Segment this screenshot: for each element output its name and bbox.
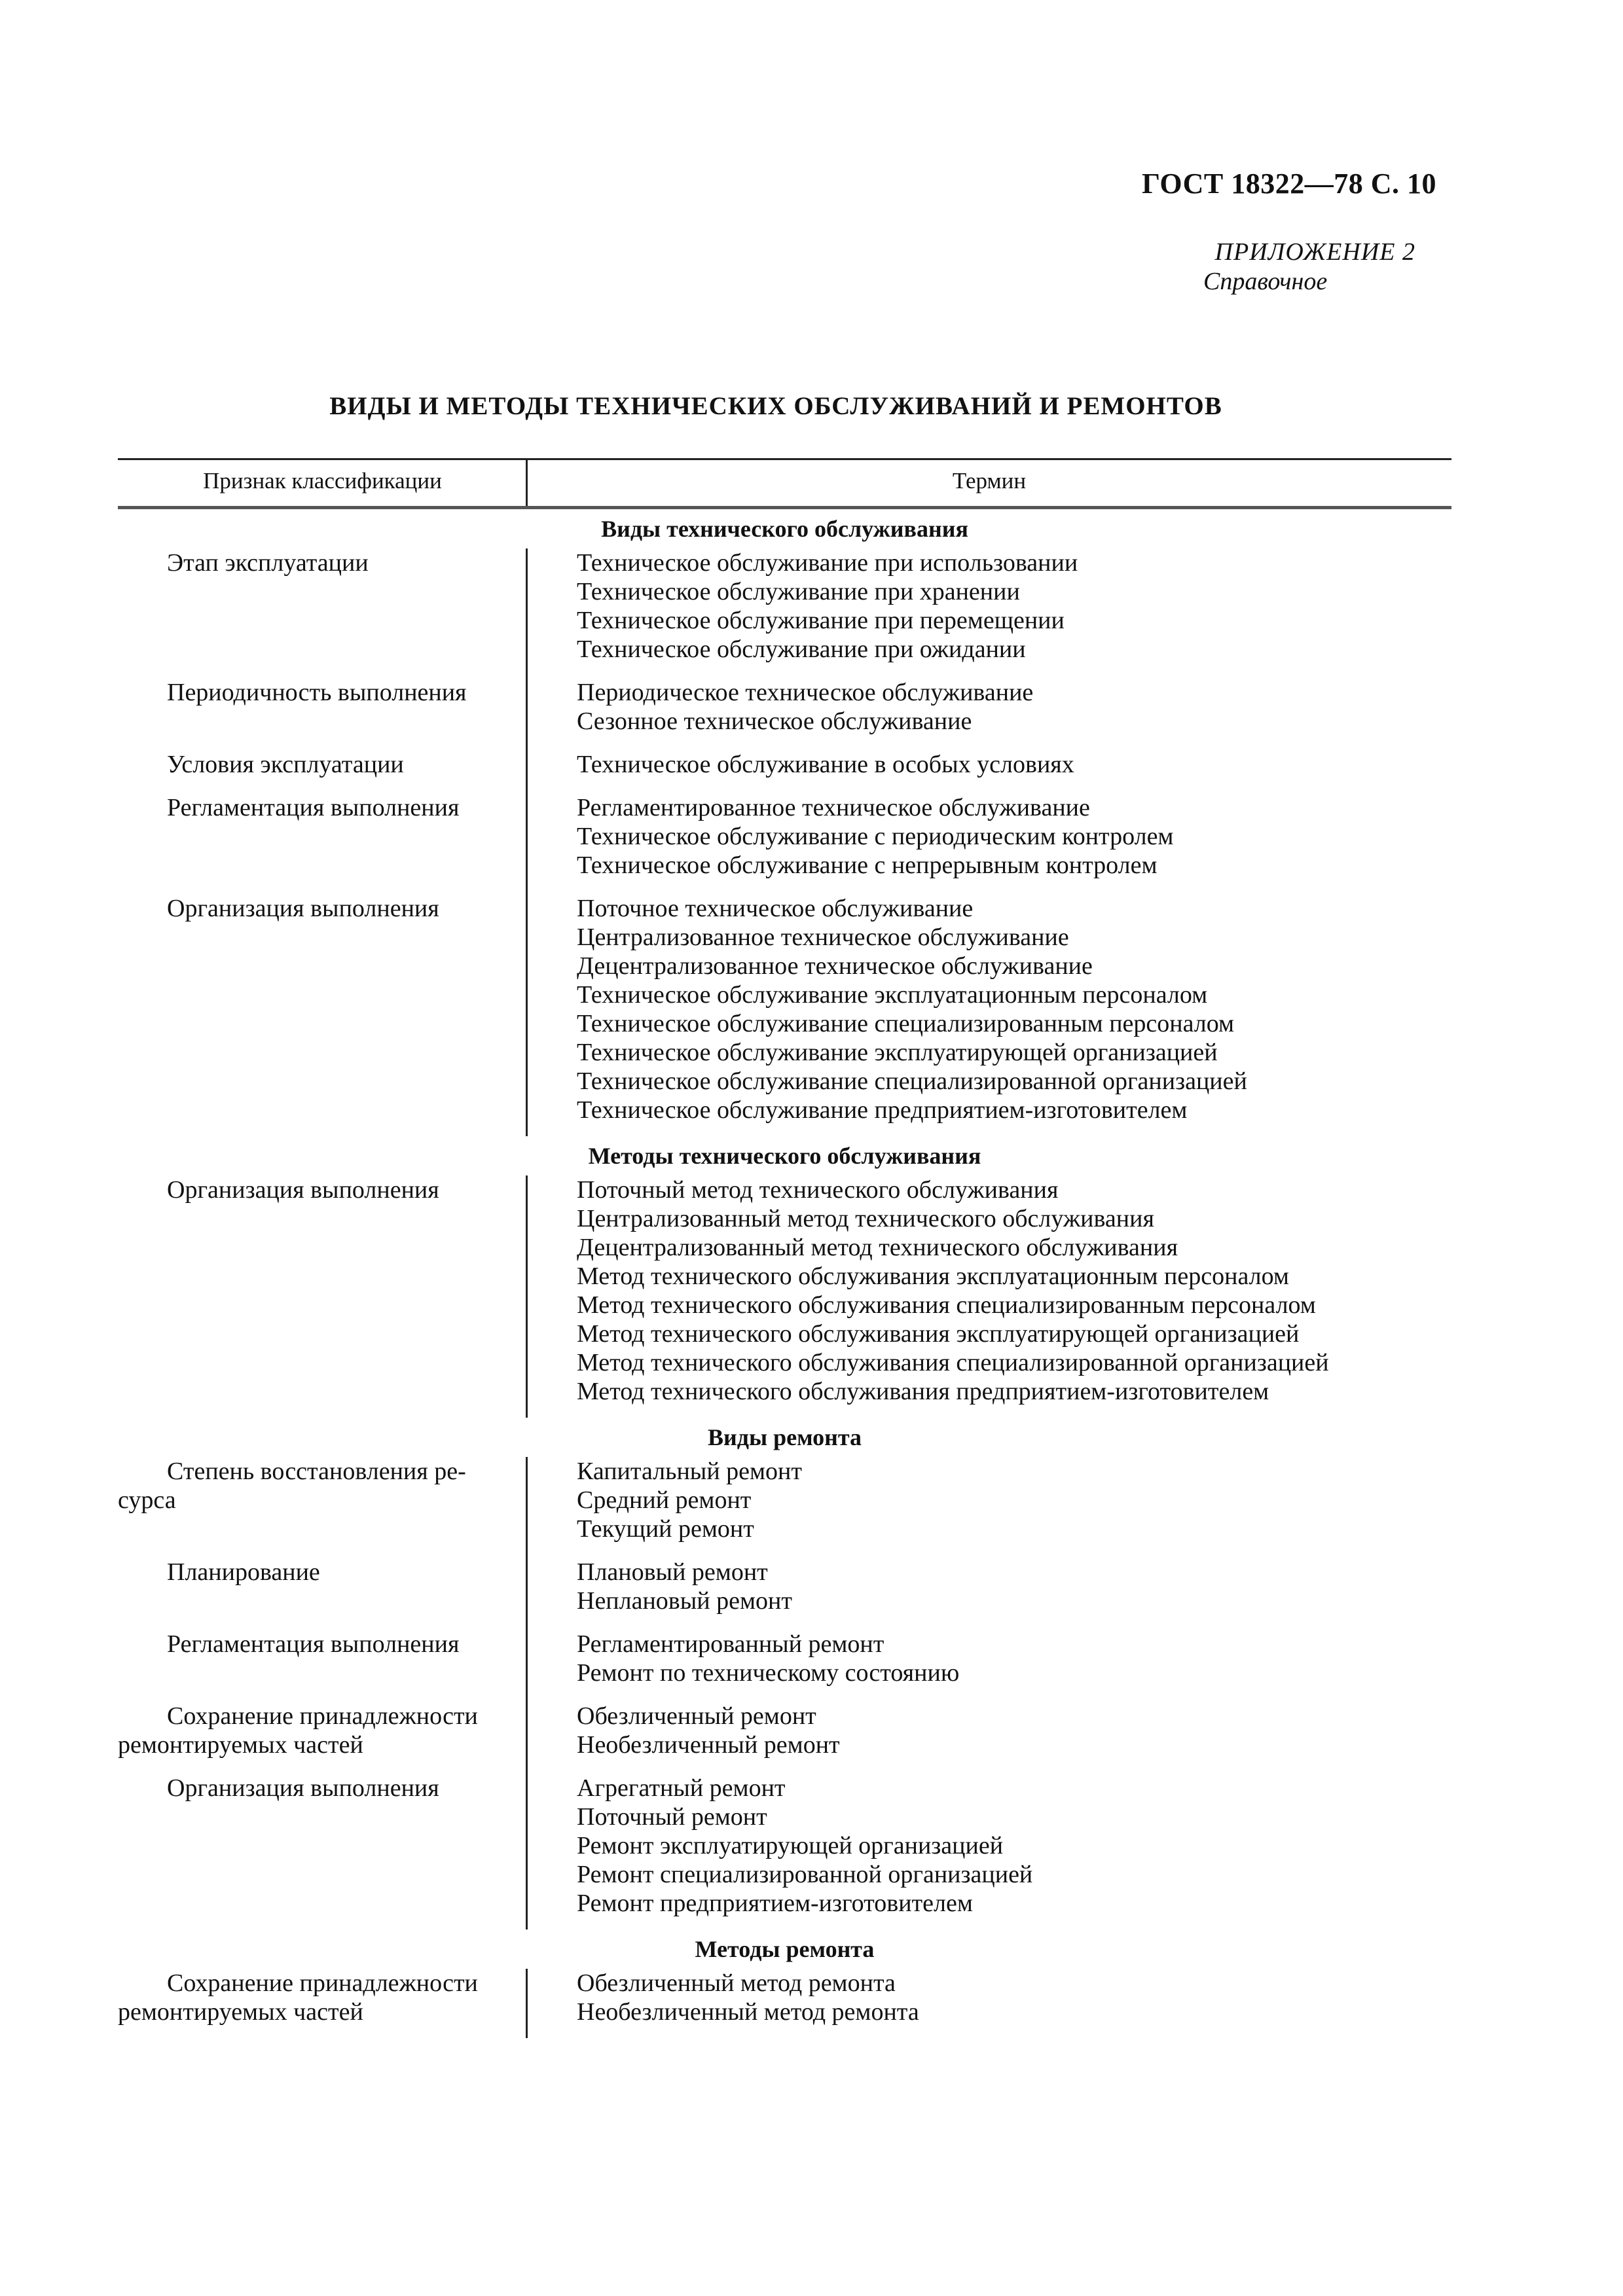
term-item: Техническое обслуживание при перемещении — [577, 607, 1065, 634]
table-row — [118, 1457, 1451, 1558]
classification-attribute — [118, 678, 527, 736]
column-header-term: Термин — [952, 468, 1027, 493]
table-row — [118, 793, 1451, 894]
classification-attribute — [118, 1630, 527, 1687]
attribute-line-continued: ремонтируемых частей — [118, 1998, 363, 2026]
column-divider — [526, 1702, 528, 1774]
term-item: Ремонт эксплуатирующей организацией — [577, 1832, 1004, 1859]
term-list — [527, 1630, 1451, 1687]
attribute-line: Регламентация выполнения — [167, 1630, 460, 1658]
attribute-line: Организация выполнения — [167, 895, 439, 922]
term-item: Техническое обслуживание эксплуатирующей организацией — [577, 1039, 1218, 1066]
table-row — [118, 678, 1451, 750]
column-divider — [526, 750, 528, 793]
term-item: Текущий ремонт — [577, 1515, 754, 1543]
term-item: Агрегатный ремонт — [577, 1774, 786, 1802]
classification-attribute — [118, 1702, 527, 1759]
term-item: Ремонт специализированной организацией — [577, 1861, 1033, 1888]
attribute-line: Периодичность выполнения — [167, 679, 467, 706]
attribute-line: Сохранение принадлежности — [167, 1702, 478, 1730]
term-item: Поточное техническое обслуживание — [577, 895, 974, 922]
term-list — [527, 1558, 1451, 1615]
term-item: Метод технического обслуживания специализированной организацией — [577, 1349, 1329, 1376]
term-item: Регламентированное техническое обслуживание — [577, 794, 1090, 821]
classification-attribute — [118, 894, 527, 1124]
column-divider — [526, 793, 528, 894]
term-list — [527, 894, 1451, 1124]
table-body — [118, 509, 1451, 2038]
term-item: Сезонное техническое обслуживание — [577, 708, 972, 735]
table-row — [118, 750, 1451, 793]
classification-attribute — [118, 1457, 527, 1543]
table-row — [118, 1630, 1451, 1702]
term-item: Техническое обслуживание при ожидании — [577, 636, 1026, 663]
classification-attribute — [118, 1175, 527, 1406]
attribute-line: Организация выполнения — [167, 1176, 439, 1204]
term-item: Поточный метод технического обслуживания — [577, 1176, 1059, 1204]
term-item: Метод технического обслуживания эксплуатирующей организацией — [577, 1320, 1300, 1348]
column-divider — [526, 548, 528, 678]
term-item: Техническое обслуживание с непрерывным контролем — [577, 852, 1158, 879]
section-heading: Виды технического обслуживания — [601, 516, 968, 542]
attribute-line: Регламентация выполнения — [167, 794, 460, 821]
term-item: Техническое обслуживание с периодическим контролем — [577, 823, 1174, 850]
document-title: ВИДЫ И МЕТОДЫ ТЕХНИЧЕСКИХ ОБСЛУЖИВАНИЙ И РЕМОНТОВ — [329, 392, 1222, 420]
appendix-label: ПРИЛОЖЕНИЕ 2 — [1214, 238, 1415, 266]
section-heading: Методы ремонта — [695, 1936, 875, 1962]
table-row — [118, 1702, 1451, 1774]
term-list — [527, 1969, 1451, 2026]
appendix-sublabel: Справочное — [1203, 268, 1328, 295]
term-item: Необезличенный метод ремонта — [577, 1998, 919, 2026]
term-item: Ремонт предприятием-изготовителем — [577, 1890, 973, 1917]
term-item: Необезличенный ремонт — [577, 1731, 840, 1759]
term-list — [527, 750, 1451, 779]
term-item: Техническое обслуживание при хранении — [577, 578, 1020, 605]
term-item: Капитальный ремонт — [577, 1458, 803, 1485]
term-item: Плановый ремонт — [577, 1558, 768, 1586]
column-header-attribute: Признак классификации — [203, 468, 442, 493]
table-row — [118, 1774, 1451, 1929]
classification-attribute — [118, 548, 527, 664]
term-list — [527, 678, 1451, 736]
term-item: Техническое обслуживание при использовании — [577, 549, 1078, 577]
attribute-line: Этап эксплуатации — [167, 549, 369, 577]
term-item: Техническое обслуживание в особых условиях — [577, 751, 1074, 778]
attribute-line: Сохранение принадлежности — [167, 1969, 478, 1997]
attribute-line: Организация выполнения — [167, 1774, 439, 1802]
term-item: Средний ремонт — [577, 1486, 752, 1514]
term-item: Обезличенный метод ремонта — [577, 1969, 896, 1997]
classification-table — [118, 458, 1451, 2038]
classification-attribute — [118, 750, 527, 779]
term-item: Метод технического обслуживания предприятием-изготовителем — [577, 1378, 1269, 1405]
term-item: Метод технического обслуживания эксплуатационным персоналом — [577, 1263, 1289, 1290]
classification-attribute — [118, 1774, 527, 1918]
term-item: Техническое обслуживание специализированной организацией — [577, 1067, 1247, 1095]
term-list — [527, 793, 1451, 880]
term-list — [527, 1457, 1451, 1543]
column-divider — [526, 1630, 528, 1702]
attribute-line: Степень восстановления ре- — [167, 1458, 466, 1485]
attribute-line: Планирование — [167, 1558, 320, 1586]
term-item: Ремонт по техническому состоянию — [577, 1659, 960, 1687]
table-row — [118, 894, 1451, 1136]
term-item: Централизованный метод технического обслуживания — [577, 1205, 1154, 1232]
term-item: Периодическое техническое обслуживание — [577, 679, 1034, 706]
table-row — [118, 1969, 1451, 2038]
section-heading: Методы технического обслуживания — [588, 1143, 981, 1169]
term-item: Централизованное техническое обслуживание — [577, 924, 1069, 951]
classification-attribute — [118, 1558, 527, 1615]
term-item: Техническое обслуживание эксплуатационным персоналом — [577, 981, 1208, 1009]
term-list — [527, 1702, 1451, 1759]
term-item: Техническое обслуживание предприятием-изготовителем — [577, 1096, 1188, 1124]
term-item: Регламентированный ремонт — [577, 1630, 884, 1658]
term-list — [527, 1774, 1451, 1918]
column-divider — [526, 1457, 528, 1558]
classification-attribute — [118, 793, 527, 880]
term-item: Поточный ремонт — [577, 1803, 767, 1831]
attribute-line-continued: сурса — [118, 1486, 176, 1514]
table-header — [118, 458, 1451, 509]
classification-attribute — [118, 1969, 527, 2026]
term-item: Техническое обслуживание специализированным персоналом — [577, 1010, 1235, 1037]
column-divider — [526, 1558, 528, 1630]
term-item: Децентрализованный метод технического обслуживания — [577, 1234, 1178, 1261]
column-divider — [526, 1969, 528, 2038]
table-row — [118, 548, 1451, 678]
column-divider — [526, 1175, 528, 1418]
column-divider — [526, 1774, 528, 1929]
attribute-line: Условия эксплуатации — [167, 751, 404, 778]
page-header-ref: ГОСТ 18322—78 С. 10 — [1141, 168, 1436, 200]
term-item: Неплановый ремонт — [577, 1587, 792, 1615]
term-item: Обезличенный ремонт — [577, 1702, 816, 1730]
attribute-line-continued: ремонтируемых частей — [118, 1731, 363, 1759]
column-divider — [526, 678, 528, 750]
term-list — [527, 548, 1451, 664]
term-item: Децентрализованное техническое обслуживание — [577, 952, 1093, 980]
table-row — [118, 1175, 1451, 1418]
column-divider — [526, 894, 528, 1136]
table-row — [118, 1558, 1451, 1630]
term-item: Метод технического обслуживания специализированным персоналом — [577, 1291, 1316, 1319]
term-list — [527, 1175, 1451, 1406]
section-heading: Виды ремонта — [708, 1424, 862, 1450]
